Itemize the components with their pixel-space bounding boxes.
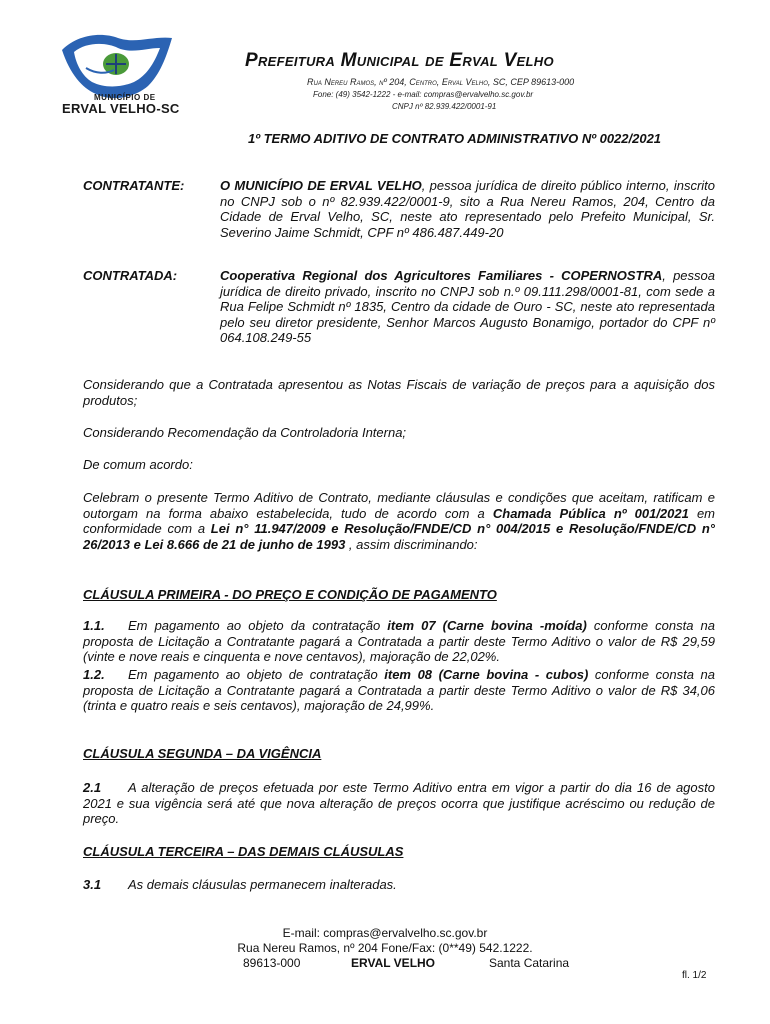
clause-2-item-1-text: A alteração de preços efetuada por este Termo Aditivo entra em vigor a partir do dia 16 de agosto 2021 e sua vigência será até que nova alteração de preços ocorra que justifique acréscimo ou redução de preço. xyxy=(83,780,715,826)
clause-2-item-1 xyxy=(83,780,715,827)
header-title: Prefeitura Municipal de Erval Velho xyxy=(245,50,554,71)
contratada-block xyxy=(220,268,715,346)
paragraph-considerando-1: Considerando que a Contratada apresentou as Notas Fiscais de variação de preços para a aquisição dos produtos; xyxy=(83,377,715,408)
footer-state: Santa Catarina xyxy=(489,956,570,970)
clause-3-title: CLÁUSULA TERCEIRA – DAS DEMAIS CLÁUSULAS xyxy=(83,844,404,859)
celebram-text-a: Celebram o presente Termo Aditivo de Contrato, mediante cláusulas e condições que aceitam, ratificam e outorgam na forma abaixo estabelecida, tudo de acordo com a xyxy=(83,490,715,521)
clause-3-item-1-number: 3.1 xyxy=(83,877,102,892)
celebram-legislation: Lei n° 11.947/2009 e Resolução/FNDE/CD n° 004/2015 e Resolução/FNDE/CD n° 26/2013 e Lei 8.666 de 21 de junho de 1993 xyxy=(83,521,715,552)
contratada-name: Cooperativa Regional dos Agricultores Familiares - COPERNOSTRA xyxy=(220,268,663,283)
clause-1-item-2-product: item 08 (Carne bovina - cubos) xyxy=(384,667,589,682)
clause-3-item-1 xyxy=(83,877,715,893)
footer-address: Rua Nereu Ramos, nº 204 Fone/Fax: (0**49) 542.1222. xyxy=(237,941,533,955)
paragraph-celebram xyxy=(83,490,715,552)
paragraph-comum-acordo: De comum acordo: xyxy=(83,457,193,472)
clause-1-item-2-number: 1.2. xyxy=(83,667,105,682)
footer-city: ERVAL VELHO xyxy=(351,956,436,970)
clause-1-item-2 xyxy=(83,667,715,714)
contratante-text: , pessoa jurídica de direito público interno, inscrito no CNPJ sob o nº 82.939.422/0001-9, sito a Rua Nereu Ramos, 204, Centro da Cidade de Erval Velho, SC, neste ato representado pelo Prefeito Municipal, Sr. Severino Jaime Schmidt, CPF nº 486.487.449-20 xyxy=(220,178,716,240)
clause-3-item-1-text: As demais cláusulas permanecem inalteradas. xyxy=(128,877,397,892)
clause-1-item-1-number: 1.1. xyxy=(83,618,105,633)
clause-1-title: CLÁUSULA PRIMEIRA - DO PREÇO E CONDIÇÃO DE PAGAMENTO xyxy=(83,587,497,602)
clause-1-item-1-text-c: conforme consta na proposta de Licitação a Contratante pagará a Contratada a partir deste Termo Aditivo o valor de R$ 29,59 (vinte e nove reais e cinquenta e nove centavos), majoração de 22,02%. xyxy=(83,618,715,664)
logo-text-erval-velho: ERVAL VELHO-SC xyxy=(62,101,180,116)
celebram-text-e: , assim discriminando: xyxy=(345,536,478,552)
header-contact: Fone: (49) 3542-1222 - e-mail: compras@ervalvelho.sc.gov.br xyxy=(313,90,534,99)
celebram-text-c: em conformidade com a xyxy=(83,505,716,536)
header-address: Rua Nereu Ramos, nº 204, Centro, Erval Velho, SC, CEP 89613-000 xyxy=(307,77,575,87)
contratante-label: CONTRATANTE: xyxy=(83,178,185,193)
footer-cep: 89613-000 xyxy=(243,956,301,970)
clause-1-item-1 xyxy=(83,618,715,665)
clause-2-item-1-number: 2.1 xyxy=(83,780,102,795)
contratante-name: O MUNICÍPIO DE ERVAL VELHO xyxy=(220,178,422,193)
celebram-chamada-publica: Chamada Pública nº 001/2021 xyxy=(492,505,689,521)
contratante-block xyxy=(220,178,715,240)
clause-1-item-2-text-c: conforme consta na proposta de Licitação a Contratante pagará a Contratada a partir deste Termo Aditivo o valor de R$ 34,06 (trinta e quatro reais e seis centavos), majoração de 24,99%. xyxy=(83,667,715,713)
header-cnpj: CNPJ nº 82.939.422/0001-91 xyxy=(392,102,497,111)
page-number: fl. 1/2 xyxy=(682,970,707,981)
contratada-text: , pessoa jurídica de direito privado, inscrito no CNPJ sob n.º 09.111.298/0001-81, com sede a Rua Felipe Schmidt nº 1835, Centro da cidade de Ouro - SC, neste ato representada pelo seu diretor presidente, Senhor Marcos Augusto Bonamigo, portador do CPF nº 064.108.249-55 xyxy=(220,268,715,345)
clause-2-title: CLÁUSULA SEGUNDA – DA VIGÊNCIA xyxy=(83,746,322,761)
footer-email: E-mail: compras@ervalvelho.sc.gov.br xyxy=(282,926,488,940)
logo-text-municipio: MUNICÍPIO DE xyxy=(94,93,156,102)
document-title: 1º TERMO ADITIVO DE CONTRATO ADMINISTRATIVO Nº 0022/2021 xyxy=(248,131,662,146)
clause-1-item-1-product: item 07 (Carne bovina -moída) xyxy=(387,618,587,633)
clause-1-item-1-text-a: Em pagamento ao objeto da contratação xyxy=(128,618,388,633)
contratada-label: CONTRATADA: xyxy=(83,268,178,283)
clause-1-item-2-text-a: Em pagamento ao objeto de contratação xyxy=(128,667,385,682)
paragraph-considerando-2: Considerando Recomendação da Controladoria Interna; xyxy=(83,425,407,440)
